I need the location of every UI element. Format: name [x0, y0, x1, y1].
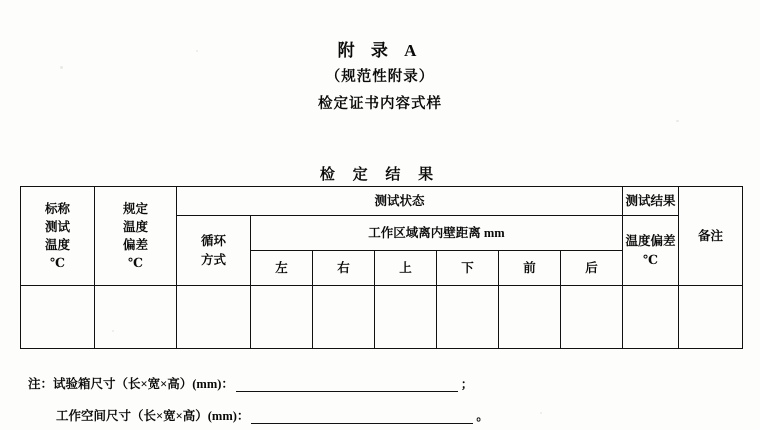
certificate-table: [20, 186, 743, 349]
scan-speck: [676, 120, 679, 122]
cell-dir-top[interactable]: [375, 286, 437, 349]
header-dir-bottom: 下: [437, 251, 499, 286]
cell-temp-deviation[interactable]: [623, 286, 679, 349]
header-wall-distance: 工作区域离内壁距离 mm: [251, 216, 623, 251]
header-test-result: 测试结果: [623, 187, 679, 216]
appendix-title: 附 录 A: [337, 41, 423, 60]
scan-speck: [196, 50, 198, 52]
header-dir-back: 后: [561, 251, 623, 286]
note-workspace-size: [28, 406, 728, 424]
cell-cycle-mode[interactable]: [177, 286, 251, 349]
header-remark: 备注: [679, 187, 743, 286]
section-title: 检 定 结 果: [319, 166, 441, 183]
note-chamber-size-blank[interactable]: [236, 378, 458, 392]
note-workspace-size-label: 工作空间尺寸（长×宽×高）(mm)：: [56, 409, 250, 423]
notes-block: [28, 374, 728, 438]
header-dir-front: 前: [499, 251, 561, 286]
note-chamber-size-label: 注：试验箱尺寸（长×宽×高）(mm)：: [28, 377, 234, 391]
note-workspace-size-blank[interactable]: [251, 410, 473, 424]
header-cycle-mode: 循环 方式: [177, 216, 251, 286]
table-row: [21, 286, 743, 349]
header-temp-deviation: 温度偏差 ℃: [623, 216, 679, 286]
header-test-status: 测试状态: [177, 187, 623, 216]
table-header-row-1: [21, 187, 743, 216]
appendix-name: 检定证书内容式样: [318, 96, 442, 113]
cell-nominal-temp[interactable]: [21, 286, 95, 349]
note-workspace-size-tail: 。: [476, 409, 489, 423]
header-specified-deviation: 规定 温度 偏差 ℃: [95, 187, 177, 286]
cell-dir-bottom[interactable]: [437, 286, 499, 349]
certificate-table-wrapper: [20, 186, 742, 349]
scan-speck: [60, 66, 63, 69]
cell-dir-front[interactable]: [499, 286, 561, 349]
appendix-heading: [0, 38, 760, 119]
note-chamber-size: [28, 374, 728, 392]
header-nominal-temp: 标称 测试 温度 ℃: [21, 187, 95, 286]
appendix-subtitle: （规范性附录）: [325, 68, 435, 85]
header-dir-right: 右: [313, 251, 375, 286]
cell-specified-deviation[interactable]: [95, 286, 177, 349]
note-chamber-size-tail: ；: [460, 377, 473, 391]
header-dir-left: 左: [251, 251, 313, 286]
cell-dir-back[interactable]: [561, 286, 623, 349]
cell-dir-right[interactable]: [313, 286, 375, 349]
header-dir-top: 上: [375, 251, 437, 286]
cell-remark[interactable]: [679, 286, 743, 349]
cell-dir-left[interactable]: [251, 286, 313, 349]
